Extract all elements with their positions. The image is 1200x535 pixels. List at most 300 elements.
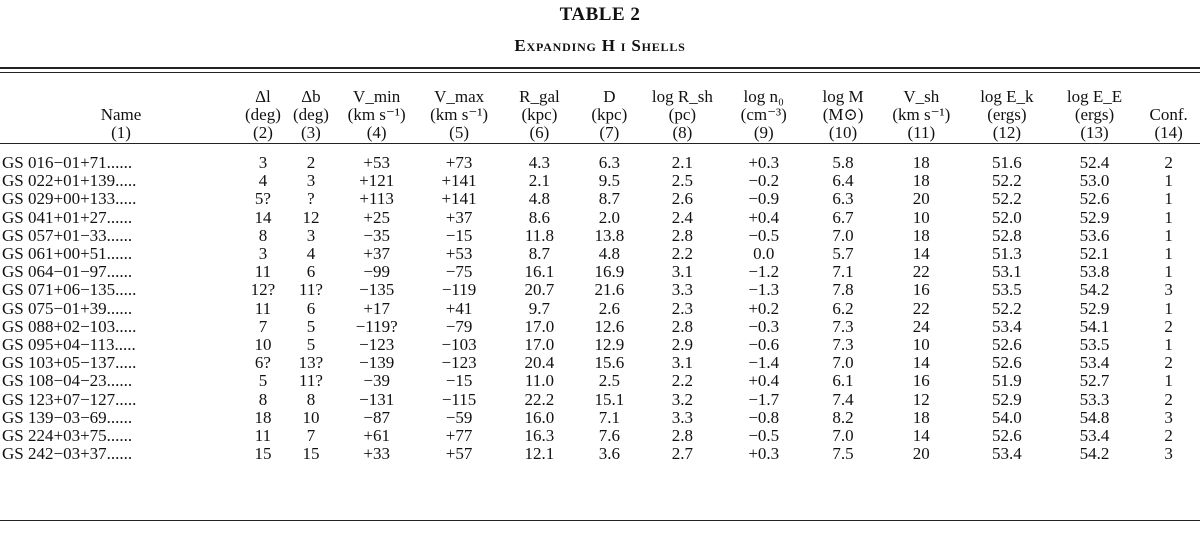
shell-name-cell: GS 108−04−23...... — [2, 371, 133, 391]
table-cell: +0.3 — [748, 153, 780, 172]
table-cell: 12? — [250, 280, 276, 300]
table-cell: 53.5 — [991, 280, 1022, 300]
table-cell: 16.0 — [524, 407, 555, 427]
table-cell: +53 — [445, 244, 473, 264]
table-row — [0, 409, 1200, 427]
table-cell: 18 — [912, 153, 930, 172]
column-header-line: (km s⁻¹) — [347, 105, 406, 124]
table-cell: 8 — [258, 389, 268, 409]
table-cell: −0.6 — [748, 335, 780, 355]
table-cell: 54.2 — [1079, 280, 1110, 300]
table-body — [0, 142, 1200, 463]
table-cell: 51.6 — [991, 153, 1022, 172]
column-header-9 — [722, 78, 805, 142]
shell-name-cell: GS 242−03+37...... — [2, 444, 133, 464]
bottom-rule — [0, 520, 1200, 521]
table-cell: 52.9 — [1079, 298, 1110, 318]
table-cell: +73 — [445, 153, 473, 172]
table-cell: 3.3 — [671, 280, 693, 300]
table-cell: 20.7 — [524, 280, 555, 300]
table-cell: 4 — [258, 171, 268, 191]
table-cell: 11? — [298, 280, 323, 300]
table-row — [0, 391, 1200, 409]
table-cell: 20.4 — [524, 353, 555, 373]
table-cell: 2.1 — [528, 171, 551, 191]
table-cell: 3.3 — [671, 407, 693, 427]
table-cell: 13? — [298, 353, 324, 373]
table-cell: 5.8 — [832, 153, 854, 172]
column-header-line: (8) — [672, 123, 693, 142]
shell-name-cell: GS 029+00+133..... — [2, 189, 137, 209]
table-cell: 12 — [912, 389, 930, 409]
table-cell: 10 — [912, 335, 930, 355]
table-cell: −135 — [359, 280, 395, 300]
table-cell: −1.3 — [748, 280, 780, 300]
table-cell: 52.8 — [991, 225, 1022, 245]
table-cell: 9.7 — [528, 298, 551, 318]
table-cell: 6.3 — [832, 189, 854, 209]
table-cell: 22 — [912, 298, 930, 318]
table-cell: −0.3 — [748, 316, 780, 336]
table-cell: +25 — [363, 207, 390, 227]
column-header-line: (14) — [1154, 123, 1183, 142]
table-cell: 16.1 — [524, 262, 555, 282]
table-cell: 5 — [258, 371, 268, 391]
table-cell: 3 — [258, 153, 268, 172]
table-cell: 0.0 — [753, 244, 775, 264]
table-cell: 16 — [912, 371, 930, 391]
table-cell: 2.6 — [598, 298, 620, 318]
table-cell: 7.3 — [832, 335, 854, 355]
table-cell: 20 — [912, 189, 930, 209]
column-header-line: (2) — [253, 123, 273, 142]
table-cell: 18 — [912, 171, 930, 191]
table-cell: +53 — [363, 153, 390, 172]
table-cell: 8.2 — [832, 407, 854, 427]
column-header-1 — [0, 78, 242, 142]
table-cell: 17.0 — [524, 316, 555, 336]
table-row — [0, 372, 1200, 390]
table-row — [0, 190, 1200, 208]
table-cell: 7.1 — [832, 262, 854, 282]
table-cell: 10 — [302, 407, 320, 427]
table-cell: 1 — [1164, 207, 1173, 227]
column-header-line: (pc) — [668, 105, 697, 124]
table-cell: 53.1 — [991, 262, 1022, 282]
column-header-line: V_min — [353, 87, 401, 106]
column-header-4 — [338, 78, 415, 142]
table-cell: 7.0 — [832, 225, 854, 245]
table-cell: 53.4 — [1079, 353, 1110, 373]
table-cell: 8 — [258, 225, 268, 245]
table-cell: +37 — [445, 207, 473, 227]
table-cell: 4.8 — [528, 189, 551, 209]
column-header-line: (1) — [111, 123, 131, 142]
column-header-line: log n₀ — [743, 87, 784, 106]
shell-name-cell: GS 095+04−113..... — [2, 335, 136, 355]
table-cell: 1 — [1164, 335, 1173, 355]
table-cell: 6.7 — [832, 207, 854, 227]
table-cell: 1 — [1164, 298, 1173, 318]
table-cell: 2.1 — [671, 153, 693, 172]
table-cell: 2.8 — [671, 426, 693, 446]
column-header-13 — [1052, 78, 1138, 142]
table-cell: −59 — [445, 407, 473, 427]
table-cell: 7.6 — [598, 426, 620, 446]
column-header-line: (6) — [529, 123, 550, 142]
table-cell: −123 — [441, 353, 477, 373]
shell-name-cell: GS 139−03−69...... — [2, 407, 133, 427]
table-cell: +57 — [445, 444, 473, 464]
table-cell: 52.9 — [991, 389, 1022, 409]
table-cell: 52.6 — [1079, 189, 1110, 209]
table-cell: ? — [307, 189, 315, 209]
table-cell: 2.2 — [671, 244, 693, 264]
table-cell: 22 — [912, 262, 930, 282]
table-cell: 12 — [302, 207, 320, 227]
table-cell: 54.1 — [1079, 316, 1110, 336]
shell-name-cell: GS 123+07−127..... — [2, 389, 137, 409]
table-cell: 52.4 — [1079, 153, 1110, 172]
column-header-line: (kpc) — [591, 105, 628, 124]
column-header-line: (deg) — [245, 105, 281, 124]
table-cell: 22.2 — [524, 389, 555, 409]
table-cell: +77 — [445, 426, 473, 446]
table-cell: 2.8 — [671, 316, 693, 336]
table-cell: −0.5 — [748, 225, 780, 245]
shell-name-cell: GS 103+05−137..... — [2, 353, 137, 373]
table-cell: 11.8 — [524, 225, 554, 245]
table-cell: 1 — [1164, 262, 1173, 282]
table-cell: 18 — [912, 225, 930, 245]
table-cell: 3 — [306, 225, 316, 245]
table-cell: 8 — [306, 389, 316, 409]
table-cell: 2.8 — [671, 225, 693, 245]
table-cell: 4 — [306, 244, 316, 264]
table-cell: 16.9 — [594, 262, 625, 282]
table-cell: 7.8 — [832, 280, 854, 300]
table-cell: 2.5 — [598, 371, 620, 391]
table-cell: 15 — [254, 444, 272, 464]
column-header-line: Conf. — [1149, 105, 1188, 124]
table-cell: −115 — [441, 389, 477, 409]
table-cell: 51.9 — [991, 371, 1022, 391]
table-cell: 54.0 — [991, 407, 1022, 427]
shell-name-cell: GS 057+01−33...... — [2, 225, 133, 245]
table-cell: 20 — [912, 444, 930, 464]
table-row — [0, 318, 1200, 336]
table-cell: 6.3 — [598, 153, 620, 172]
table-cell: +0.4 — [748, 207, 780, 227]
column-header-line: (km s⁻¹) — [892, 105, 951, 124]
column-header-line: log M — [822, 87, 864, 106]
table-number: TABLE 2 — [559, 4, 641, 25]
table-cell: 14 — [254, 207, 272, 227]
table-cell: 18 — [254, 407, 272, 427]
table-cell: 52.6 — [991, 353, 1022, 373]
table-cell: 3 — [1164, 407, 1173, 427]
table-title: Expanding H i Shells — [514, 36, 686, 55]
table-cell: 2 — [1164, 389, 1173, 409]
table-cell: 2.7 — [671, 444, 693, 464]
table-cell: 15.6 — [594, 353, 625, 373]
table-cell: 53.8 — [1079, 262, 1110, 282]
table-cell: 14 — [912, 353, 930, 373]
table-cell: 8.7 — [528, 244, 551, 264]
table-cell: 3.1 — [671, 262, 693, 282]
table-cell: 17.0 — [524, 335, 555, 355]
table-cell: 53.0 — [1079, 171, 1110, 191]
table-cell: 52.7 — [1079, 371, 1110, 391]
table-cell: 52.1 — [1079, 244, 1110, 264]
table-cell: 3.6 — [598, 444, 620, 464]
column-header-line: (11) — [907, 123, 936, 142]
table-cell: −1.2 — [748, 262, 780, 282]
column-header-line: log R_sh — [651, 87, 713, 106]
column-header-line: (7) — [599, 123, 620, 142]
column-header-line: Δb — [301, 87, 321, 106]
table-cell: +0.3 — [748, 444, 780, 464]
column-header-line: (13) — [1080, 123, 1109, 142]
table-cell: 5 — [306, 335, 316, 355]
table-cell: 2.9 — [671, 335, 693, 355]
table-cell: 12.1 — [524, 444, 555, 464]
table-cell: +41 — [445, 298, 473, 318]
table-cell: −0.2 — [748, 171, 780, 191]
shell-name-cell: GS 088+02−103..... — [2, 316, 137, 336]
table-cell: 6.4 — [832, 171, 854, 191]
table-cell: +113 — [359, 189, 394, 209]
table-cell: 11 — [254, 298, 272, 318]
table-cell: 3 — [258, 244, 268, 264]
column-header-line: R_gal — [519, 87, 560, 106]
table-cell: 54.8 — [1079, 407, 1110, 427]
table-cell: 52.0 — [991, 207, 1022, 227]
column-header-line: (5) — [449, 123, 469, 142]
table-cell: 54.2 — [1079, 444, 1110, 464]
table-cell: −15 — [445, 371, 473, 391]
table-cell: −0.9 — [748, 189, 780, 209]
table-cell: −75 — [445, 262, 473, 282]
table-cell: 7.3 — [832, 316, 854, 336]
column-header-7 — [576, 78, 643, 142]
table-cell: 6.2 — [832, 298, 854, 318]
table-cell: 7 — [306, 426, 316, 446]
table-cell: 10 — [912, 207, 930, 227]
table-cell: −1.4 — [748, 353, 780, 373]
table-cell: −39 — [363, 371, 390, 391]
column-header-line: (10) — [828, 123, 858, 142]
table-cell: +33 — [363, 444, 390, 464]
table-cell: 3.2 — [671, 389, 693, 409]
table-cell: 2 — [1164, 153, 1173, 172]
table-cell: 18 — [912, 407, 930, 427]
table-cell: 52.6 — [991, 335, 1022, 355]
shell-name-cell: GS 022+01+139..... — [2, 171, 137, 191]
shells-table — [0, 78, 1200, 463]
table-cell: 11 — [254, 262, 272, 282]
column-header-line: log E_E — [1066, 87, 1123, 106]
table-cell: −0.8 — [748, 407, 780, 427]
column-header-line: (cm⁻³) — [740, 105, 787, 124]
table-cell: 9.5 — [598, 171, 620, 191]
table-cell: 7.0 — [832, 353, 854, 373]
shell-name-cell: GS 061+00+51...... — [2, 244, 133, 264]
table-header — [0, 78, 1200, 142]
column-header-line: V_max — [434, 87, 485, 106]
table-cell: 6 — [306, 298, 316, 318]
shell-name-cell: GS 071+06−135..... — [2, 280, 137, 300]
table-cell: 53.4 — [991, 316, 1022, 336]
table-cell: 5? — [254, 189, 271, 209]
table-cell: −35 — [363, 225, 390, 245]
table-cell: −99 — [363, 262, 390, 282]
table-cell: −87 — [363, 407, 390, 427]
table-cell: 16.3 — [524, 426, 555, 446]
table-cell: 2 — [1164, 353, 1173, 373]
table-cell: +0.2 — [748, 298, 780, 318]
table-row — [0, 445, 1200, 463]
table-cell: 52.9 — [1079, 207, 1110, 227]
table-cell: +141 — [441, 171, 477, 191]
shell-name-cell: GS 075−01+39...... — [2, 298, 133, 318]
table-cell: −15 — [445, 225, 473, 245]
table-cell: 2 — [306, 153, 316, 172]
table-cell: 1 — [1164, 244, 1173, 264]
column-header-12 — [962, 78, 1052, 142]
table-row — [0, 263, 1200, 281]
column-header-line: V_sh — [903, 87, 940, 106]
table-cell: +17 — [363, 298, 390, 318]
column-header-line: D — [603, 87, 616, 106]
table-cell: 3.1 — [671, 353, 693, 373]
table-cell: +37 — [363, 244, 390, 264]
table-cell: −119 — [441, 280, 477, 300]
column-header-line: (deg) — [293, 105, 329, 124]
table-cell: 53.3 — [1079, 389, 1110, 409]
table-cell: −0.5 — [748, 426, 780, 446]
table-cell: 11.0 — [524, 371, 554, 391]
table-cell: 52.2 — [991, 298, 1022, 318]
column-header-line: (kpc) — [521, 105, 558, 124]
column-header-line: (M⊙) — [822, 105, 864, 124]
table-cell: 2.5 — [671, 171, 693, 191]
table-cell: 52.2 — [991, 189, 1022, 209]
table-cell: 6.1 — [832, 371, 854, 391]
table-cell: 5.7 — [832, 244, 854, 264]
table-cell: 1 — [1164, 189, 1173, 209]
column-header-line: (km s⁻¹) — [430, 105, 489, 124]
table-cell: 6? — [254, 353, 271, 373]
column-header-line: (12) — [992, 123, 1022, 142]
table-cell: 51.3 — [991, 244, 1022, 264]
table-cell: 15 — [302, 444, 320, 464]
top-rule-thin — [0, 72, 1200, 73]
column-header-line: (9) — [753, 123, 774, 142]
table-cell: 8.7 — [598, 189, 620, 209]
table-cell: 1 — [1164, 171, 1173, 191]
table-cell: 3 — [1164, 444, 1173, 464]
column-header-line: log E_k — [980, 87, 1034, 106]
column-header-5 — [415, 78, 503, 142]
table-cell: 2 — [1164, 426, 1173, 446]
shell-name-cell: GS 224+03+75...... — [2, 426, 133, 446]
table-cell: +61 — [363, 426, 390, 446]
table-cell: 11 — [254, 426, 272, 446]
table-cell: −139 — [359, 353, 395, 373]
column-header-line: (3) — [301, 123, 321, 142]
column-header-3 — [284, 78, 338, 142]
table-cell: 2 — [1164, 316, 1173, 336]
table-cell: 14 — [912, 426, 930, 446]
table-cell: 7.0 — [832, 426, 854, 446]
column-header-line: (ergs) — [987, 105, 1027, 124]
table-cell: 7.5 — [832, 444, 854, 464]
table-cell: 13.8 — [594, 225, 625, 245]
table-cell: 4.8 — [598, 244, 620, 264]
table-cell: 2.4 — [671, 207, 693, 227]
table-row — [0, 354, 1200, 372]
table-cell: 11? — [298, 371, 323, 391]
column-header-line: Name — [100, 105, 142, 124]
table-cell: 3 — [1164, 280, 1173, 300]
table-cell: 12.9 — [594, 335, 625, 355]
table-cell: −131 — [359, 389, 395, 409]
top-rule — [0, 67, 1200, 69]
table-cell: 8.6 — [528, 207, 551, 227]
table-cell: 12.6 — [594, 316, 625, 336]
column-header-line: (ergs) — [1074, 105, 1115, 124]
table-row — [0, 336, 1200, 354]
column-header-8 — [643, 78, 722, 142]
table-cell: 53.4 — [1079, 426, 1110, 446]
table-cell: 21.6 — [594, 280, 625, 300]
table-cell: −1.7 — [748, 389, 780, 409]
table-cell: 7.1 — [598, 407, 620, 427]
column-header-line: Δl — [255, 87, 271, 106]
table-cell: 2.3 — [671, 298, 693, 318]
table-row — [0, 245, 1200, 263]
table-row — [0, 427, 1200, 445]
table-cell: 15.1 — [594, 389, 625, 409]
table-row — [0, 300, 1200, 318]
column-header-6 — [503, 78, 576, 142]
table-cell: 7 — [258, 316, 268, 336]
table-cell: 7.4 — [832, 389, 854, 409]
table-cell: +121 — [359, 171, 395, 191]
table-cell: 52.6 — [991, 426, 1022, 446]
table-cell: 53.4 — [991, 444, 1022, 464]
table-cell: 3 — [306, 171, 316, 191]
column-header-14 — [1137, 78, 1200, 142]
table-cell: 1 — [1164, 371, 1173, 391]
table-row — [0, 154, 1200, 172]
table-cell: 4.3 — [528, 153, 551, 172]
table-cell: 14 — [912, 244, 930, 264]
table-cell: 1 — [1164, 225, 1173, 245]
table-row — [0, 172, 1200, 190]
table-cell: 10 — [254, 335, 272, 355]
column-header-10 — [805, 78, 880, 142]
table-cell: 52.2 — [991, 171, 1022, 191]
table-row — [0, 227, 1200, 245]
table-cell: 6 — [306, 262, 316, 282]
table-cell: −103 — [441, 335, 477, 355]
table-cell: 5 — [306, 316, 316, 336]
column-header-11 — [881, 78, 962, 142]
table-cell: 53.5 — [1079, 335, 1110, 355]
table-cell: −79 — [445, 316, 473, 336]
